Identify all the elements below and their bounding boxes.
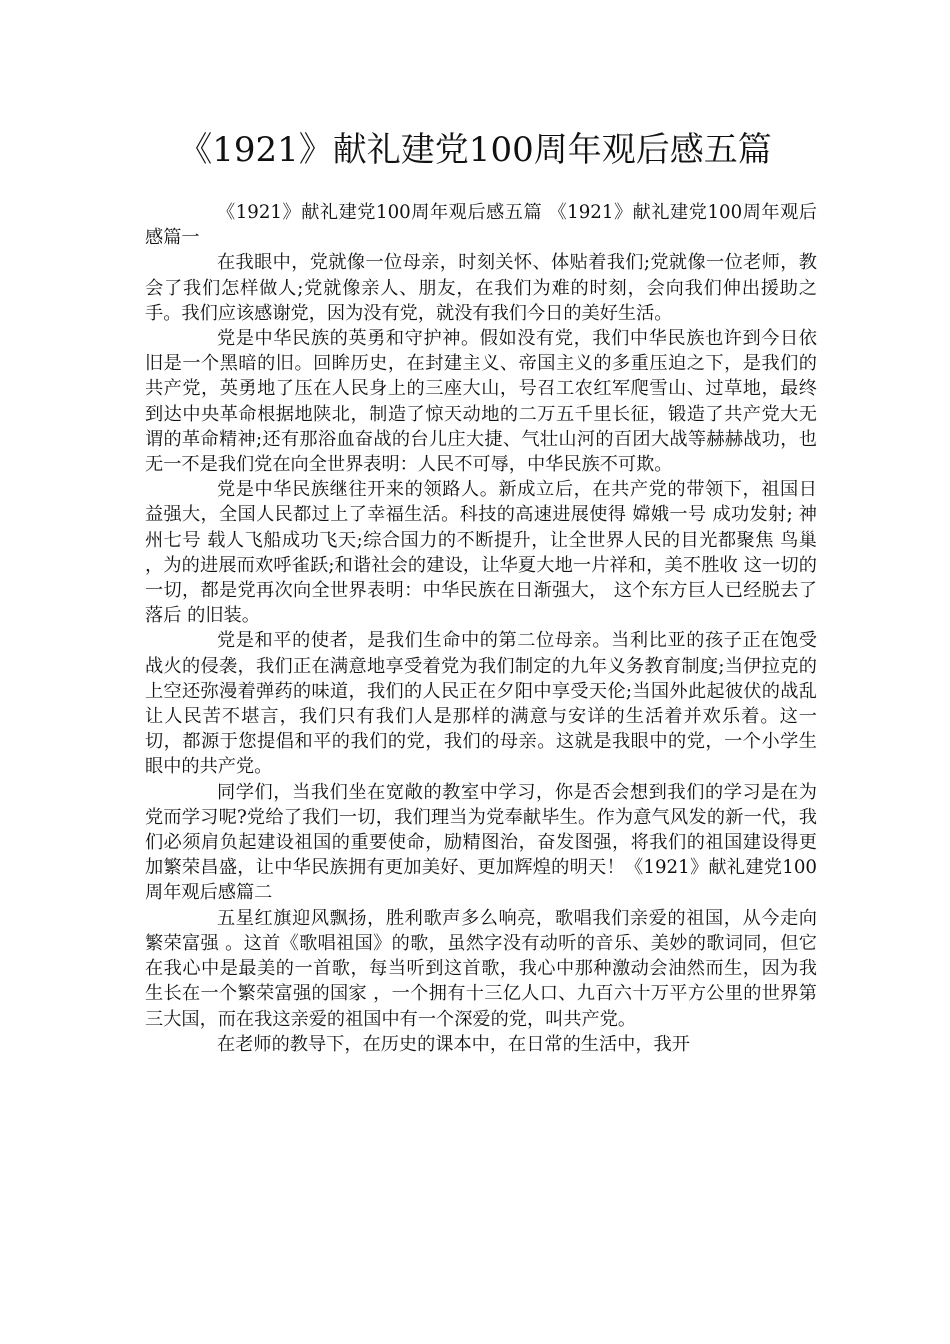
document-title: 《1921》献礼建党100周年观后感五篇 xyxy=(178,130,772,170)
paragraph: 《1921》献礼建党100周年观后感五篇 《1921》献礼建党100周年观后感篇一 xyxy=(145,202,817,249)
paragraph: 在我眼中，党就像一位母亲，时刻关怀、体贴着我们;党就像一位老师，教会了我们怎样做人;党就像亲人、朋友，在我们为难的时刻，会向我们伸出援助之手。我们应该感谢党，因为没有党，就没有我们今日的美好生活。 xyxy=(145,252,817,324)
paragraph: 党是中华民族继往开来的领路人。新成立后，在共产党的带领下，祖国日益强大，全国人民都过上了幸福生活。科技的高速进展使得 嫦娥一号 成功发射; 神州七号 载人飞船成功飞天;综合国力的不断提升，让全世界人民的目光都聚焦 鸟巢 ，为的进展而欢呼雀跃;和谐社会的建设，让华夏大地一片祥和，美不胜收 这一切的一切，都是党再次向全世界表明：中华民族在日渐强大， 这个东方巨人已经脱去了 落后 的旧装。 xyxy=(145,479,817,627)
paragraph: 党是和平的使者，是我们生命中的第二位母亲。当利比亚的孩子正在饱受战火的侵袭，我们正在满意地享受着党为我们制定的九年义务教育制度;当伊拉克的上空还弥漫着弹药的味道，我们的人民正在夕阳中享受天伦;当国外此起彼伏的战乱让人民苦不堪言，我们只有我们人是那样的满意与安详的生活着并欢乐着。这一切，都源于您提倡和平的我们的党，我们的母亲。这就是我眼中的党，一个小学生眼中的共产党。 xyxy=(145,630,817,778)
paragraph: 同学们，当我们坐在宽敞的教室中学习，你是否会想到我们的学习是在为党而学习呢?党给了我们一切，我们理当为党奉献毕生。作为意气风发的新一代，我们必须肩负起建设祖国的重要使命，励精图治，奋发图强，将我们的祖国建设得更加繁荣昌盛，让中华民族拥有更加美好、更加辉煌的明天！《1921》献礼建党100周年观后感篇二 xyxy=(145,781,817,904)
document-body xyxy=(145,200,817,1057)
paragraph: 党是中华民族的英勇和守护神。假如没有党，我们中华民族也许到今日依旧是一个黑暗的旧。回眸历史，在封建主义、帝国主义的多重压迫之下，是我们的共产党，英勇地了压在人民身上的三座大山，号召工农红军爬雪山、过草地，最终到达中央革命根据地陕北，制造了惊天动地的二万五千里长征，锻造了共产党大无谓的革命精神;还有那浴血奋战的台儿庄大捷、气壮山河的百团大战等赫赫战功，也无一不是我们党在向全世界表明：人民不可辱，中华民族不可欺。 xyxy=(145,328,817,476)
paragraph: 五星红旗迎风飘扬，胜利歌声多么响亮，歌唱我们亲爱的祖国，从今走向繁荣富强 。这首《歌唱祖国》的歌，虽然字没有动听的音乐、美妙的歌词同，但它在我心中是最美的一首歌，每当听到这首歌，我心中那种激动会油然而生，因为我生长在一个繁荣富强的国家 ，一个拥有十三亿人口、九百六十万平方公里的世界第三大国，而在我这亲爱的祖国中有一个深爱的党，叫共产党。 xyxy=(145,907,817,1030)
paragraph: 在老师的教导下，在历史的课本中，在日常的生活中，我开 xyxy=(217,1033,690,1055)
